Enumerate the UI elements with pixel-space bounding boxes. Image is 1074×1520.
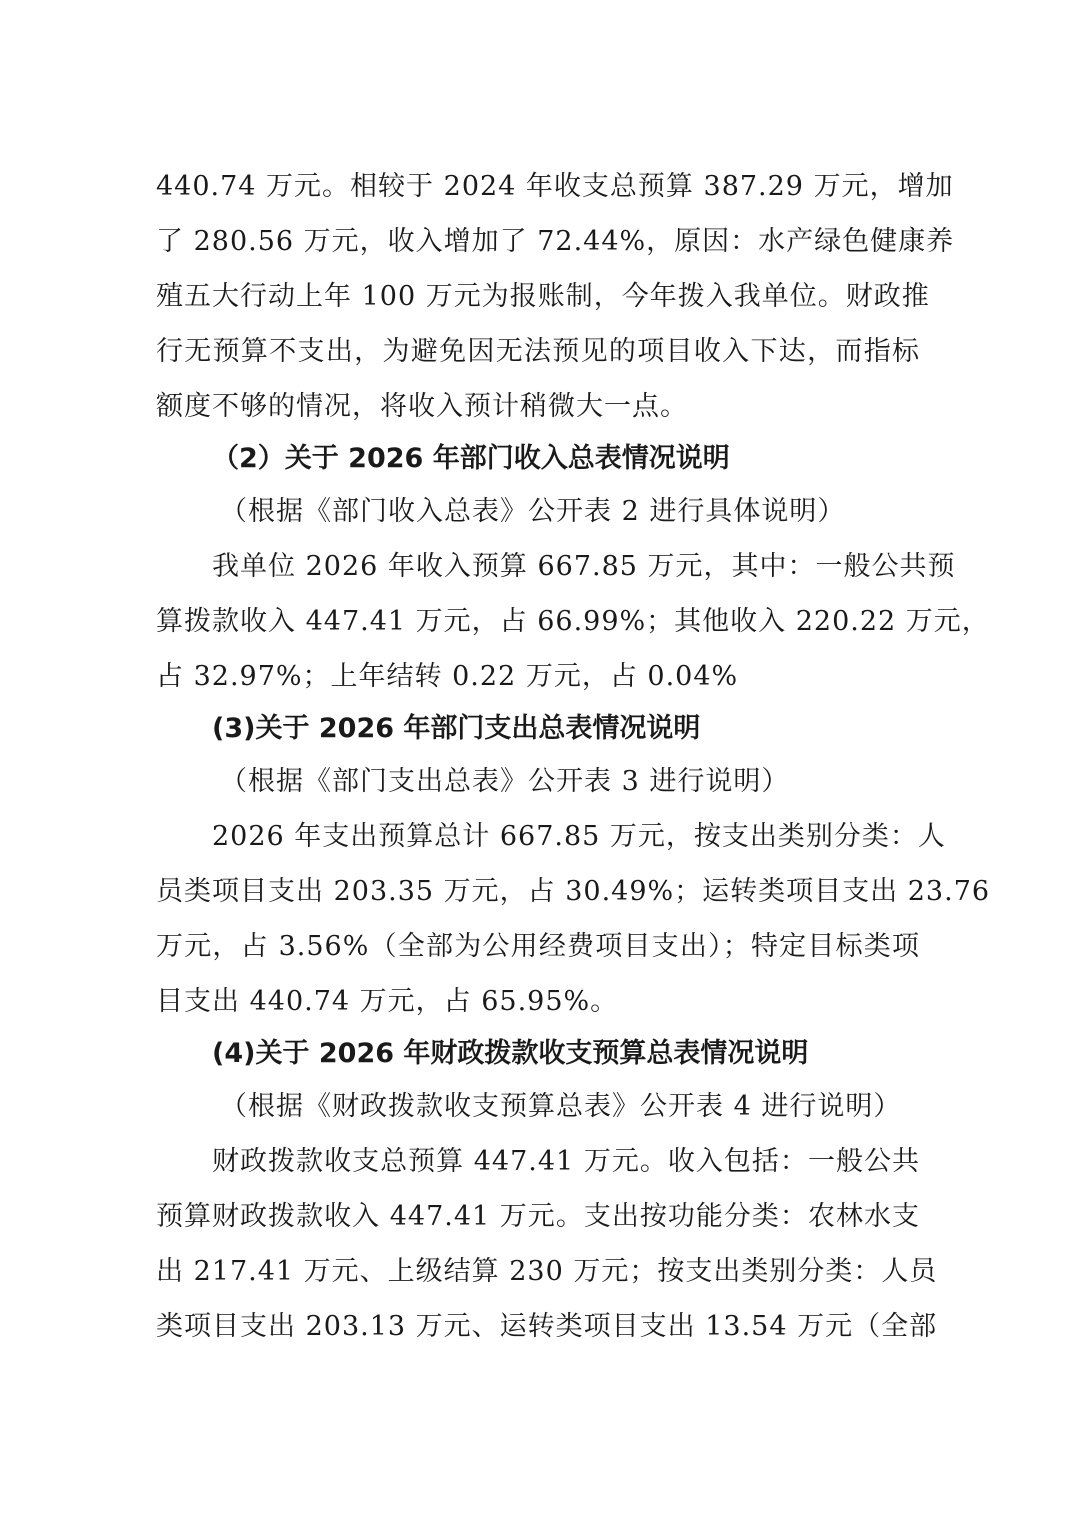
- text-line: 殖五大行动上年 100 万元为报账制，今年拨入我单位。财政推: [156, 281, 930, 312]
- text-line: 目支出 440.74 万元，占 65.95%。: [156, 986, 619, 1017]
- text-line: 预算财政拨款收入 447.41 万元。支出按功能分类：农林水支: [156, 1201, 920, 1232]
- section-heading-expenditure-table: (3)关于 2026 年部门支出总表情况说明: [212, 713, 701, 744]
- section-note: （根据《部门收入总表》公开表 2 进行具体说明）: [220, 496, 846, 527]
- text-line: 占 32.97%；上年结转 0.22 万元，占 0.04%: [156, 661, 739, 692]
- text-line: 财政拨款收支总预算 447.41 万元。收入包括：一般公共: [212, 1146, 920, 1177]
- text-line: 了 280.56 万元，收入增加了 72.44%，原因：水产绿色健康养: [156, 226, 955, 257]
- text-line: 额度不够的情况，将收入预计稍微大一点。: [156, 391, 688, 422]
- text-line: 类项目支出 203.13 万元、运转类项目支出 13.54 万元（全部: [156, 1311, 938, 1342]
- text-line: 出 217.41 万元、上级结算 230 万元；按支出类别分类：人员: [156, 1256, 938, 1287]
- text-line: 2026 年支出预算总计 667.85 万元，按支出类别分类：人: [212, 821, 946, 852]
- text-line: 440.74 万元。相较于 2024 年收支总预算 387.29 万元，增加: [156, 171, 954, 202]
- text-line: 算拨款收入 447.41 万元，占 66.99%；其他收入 220.22 万元，: [156, 606, 990, 637]
- section-heading-fiscal-appropriation-table: (4)关于 2026 年财政拨款收支预算总表情况说明: [212, 1038, 809, 1069]
- text-line: 万元，占 3.56%（全部为公用经费项目支出）；特定目标类项: [156, 931, 920, 962]
- section-note: （根据《财政拨款收支预算总表》公开表 4 进行说明）: [220, 1091, 902, 1122]
- section-heading-income-table: （2）关于 2026 年部门收入总表情况说明: [212, 443, 730, 474]
- text-line: 我单位 2026 年收入预算 667.85 万元，其中：一般公共预: [212, 551, 956, 582]
- text-line: 员类项目支出 203.35 万元，占 30.49%；运转类项目支出 23.76: [156, 876, 991, 907]
- section-note: （根据《部门支出总表》公开表 3 进行说明）: [220, 766, 790, 797]
- text-line: 行无预算不支出，为避免因无法预见的项目收入下达，而指标: [156, 336, 920, 367]
